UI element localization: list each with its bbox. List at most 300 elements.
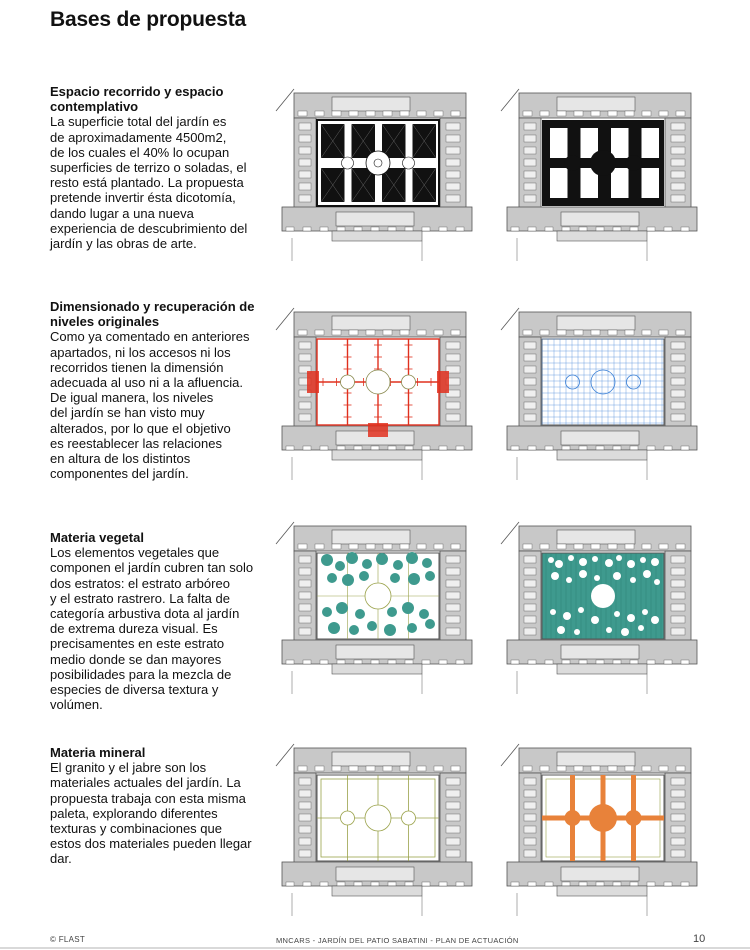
window [451, 330, 460, 335]
bottom-hall [561, 645, 639, 659]
window [422, 660, 430, 664]
white-bed [611, 128, 629, 158]
room [446, 802, 460, 809]
window [613, 882, 621, 886]
window [562, 227, 570, 231]
access-line [501, 522, 519, 544]
courtyard [542, 339, 664, 425]
window [659, 766, 668, 771]
window [659, 330, 668, 335]
section-heading: Materia mineral [50, 745, 146, 760]
window [557, 111, 566, 116]
plan-blue-grid [497, 302, 703, 482]
room [524, 159, 536, 166]
clearing [630, 577, 636, 583]
room [671, 159, 685, 166]
room [671, 814, 685, 821]
room [671, 354, 685, 361]
window [596, 882, 604, 886]
window [664, 227, 672, 231]
window [596, 227, 604, 231]
tree [407, 623, 417, 633]
window [349, 544, 358, 549]
access-line [276, 89, 294, 111]
side-fountain [342, 157, 354, 169]
room [524, 790, 536, 797]
window [528, 446, 536, 450]
room [299, 183, 311, 190]
room [671, 790, 685, 797]
window [405, 446, 413, 450]
bottom-hall [336, 645, 414, 659]
lower-block [557, 886, 647, 896]
window [320, 660, 328, 664]
window [625, 766, 634, 771]
window [545, 446, 553, 450]
room [446, 183, 460, 190]
window [557, 766, 566, 771]
window [630, 227, 638, 231]
room [446, 850, 460, 857]
window [354, 882, 362, 886]
tree [335, 561, 345, 571]
central-fountain [365, 583, 391, 609]
room [446, 354, 460, 361]
tree [422, 558, 432, 568]
window [388, 446, 396, 450]
window [608, 330, 617, 335]
tree [355, 609, 365, 619]
window [579, 446, 587, 450]
clearing [592, 556, 598, 562]
room [524, 628, 536, 635]
tree [425, 571, 435, 581]
window [298, 766, 307, 771]
room [524, 354, 536, 361]
window [315, 111, 324, 116]
room [299, 604, 311, 611]
side-fountain [402, 811, 416, 825]
room [299, 592, 311, 599]
clearing [627, 614, 635, 622]
window [303, 882, 311, 886]
clearing [548, 557, 554, 563]
clearing [651, 616, 659, 624]
side-plaza [626, 155, 642, 171]
window [286, 446, 294, 450]
section-heading: Dimensionado y recuperación de niveles originales [50, 299, 255, 330]
clearing [643, 570, 651, 578]
room [446, 628, 460, 635]
window [366, 111, 375, 116]
window [647, 660, 655, 664]
window [664, 660, 672, 664]
room [446, 342, 460, 349]
window [315, 766, 324, 771]
room [671, 390, 685, 397]
room [671, 568, 685, 575]
window [523, 544, 532, 549]
lower-block [557, 231, 647, 241]
clearing [613, 572, 621, 580]
window [303, 227, 311, 231]
access-line [276, 744, 294, 766]
room [524, 616, 536, 623]
window [681, 227, 689, 231]
access-line [276, 522, 294, 544]
window [456, 882, 464, 886]
courtyard-border [542, 339, 664, 425]
room [299, 838, 311, 845]
section-heading: Materia vegetal [50, 530, 144, 545]
window [613, 227, 621, 231]
window [383, 111, 392, 116]
window [383, 330, 392, 335]
room [524, 378, 536, 385]
side-plaza [626, 810, 642, 826]
window [676, 766, 685, 771]
tree [336, 602, 348, 614]
clearing [605, 559, 613, 567]
tree [346, 552, 358, 564]
room [446, 838, 460, 845]
top-hall [557, 530, 635, 544]
window [562, 446, 570, 450]
window [451, 766, 460, 771]
room [671, 850, 685, 857]
window [400, 766, 409, 771]
clearing [591, 616, 599, 624]
plan-drawing [497, 738, 703, 918]
window [349, 766, 358, 771]
plan-proposed-mineral [497, 738, 703, 918]
window [354, 227, 362, 231]
tree [349, 625, 359, 635]
room [299, 123, 311, 130]
clearing [579, 558, 587, 566]
window [562, 882, 570, 886]
footer [0, 933, 750, 950]
room [671, 183, 685, 190]
tree [359, 571, 369, 581]
window [545, 227, 553, 231]
window [303, 660, 311, 664]
room [524, 342, 536, 349]
courtyard [542, 120, 664, 206]
window [647, 227, 655, 231]
room [671, 402, 685, 409]
room [671, 778, 685, 785]
clearing [566, 577, 572, 583]
clearing [594, 575, 600, 581]
window [676, 544, 685, 549]
window [298, 330, 307, 335]
page-title: Bases de propuesta [50, 8, 246, 31]
bottom-hall [336, 867, 414, 881]
window [681, 446, 689, 450]
window [557, 544, 566, 549]
clearing [614, 611, 620, 617]
tree [406, 552, 418, 564]
window [388, 227, 396, 231]
window [434, 330, 443, 335]
window [540, 111, 549, 116]
window [439, 660, 447, 664]
section-recorrido [50, 84, 265, 251]
room [524, 568, 536, 575]
room [299, 159, 311, 166]
plan-drawing [272, 302, 478, 482]
window [511, 446, 519, 450]
window [625, 330, 634, 335]
room [299, 342, 311, 349]
room [671, 171, 685, 178]
page-number: 10 [693, 933, 706, 945]
window [320, 446, 328, 450]
room [524, 826, 536, 833]
tree [322, 607, 332, 617]
window [574, 766, 583, 771]
window [400, 111, 409, 116]
room [446, 402, 460, 409]
room [671, 195, 685, 202]
section-body: Los elementos vegetales que componen el jardín cubren tan solo dos estratos: el estrato arbóreo y el estrato rastrero. La falta de categoría arbustiva dota al jardín de extrema dureza visual. Es precisamentes en este estrato medio donde se dan mayores posibilidades para la mezcla de especies de diversa textura y volúmen. [50, 545, 254, 713]
room [446, 123, 460, 130]
window [511, 882, 519, 886]
window [405, 882, 413, 886]
lower-block [332, 231, 422, 241]
window [523, 111, 532, 116]
window [417, 544, 426, 549]
access-line [501, 744, 519, 766]
window [371, 446, 379, 450]
window [366, 330, 375, 335]
clearing [640, 557, 646, 563]
window [405, 227, 413, 231]
lower-block [557, 664, 647, 674]
clearing [651, 558, 659, 566]
window [332, 330, 341, 335]
room [524, 390, 536, 397]
section-body: El granito y el jabre son los materiales actuales del jardín. La propuesta trabaja con esta misma paleta, explorando diferentes texturas y combinaciones que estos dos materiales pueden llegar dar. [50, 760, 252, 867]
central-fountain [365, 805, 391, 831]
courtyard [542, 775, 664, 861]
window [659, 111, 668, 116]
tree [425, 619, 435, 629]
room [524, 414, 536, 421]
room [446, 556, 460, 563]
window [630, 882, 638, 886]
tree [419, 609, 429, 619]
window [511, 660, 519, 664]
window [383, 766, 392, 771]
window [664, 882, 672, 886]
window [574, 544, 583, 549]
tree [342, 574, 354, 586]
window [613, 660, 621, 664]
room [299, 135, 311, 142]
window [664, 446, 672, 450]
window [608, 111, 617, 116]
side-fountain [341, 375, 355, 389]
window [591, 330, 600, 335]
room [299, 802, 311, 809]
window [303, 446, 311, 450]
plan-drawing [272, 738, 478, 918]
room [524, 402, 536, 409]
room [446, 147, 460, 154]
clearing [654, 579, 660, 585]
side-plaza [565, 155, 581, 171]
room [299, 616, 311, 623]
lower-block [557, 450, 647, 460]
room [524, 778, 536, 785]
window [528, 227, 536, 231]
window [545, 660, 553, 664]
window [371, 660, 379, 664]
room [446, 616, 460, 623]
room [299, 850, 311, 857]
window [388, 882, 396, 886]
clearing [550, 609, 556, 615]
section-vegetal [50, 530, 265, 712]
tree [390, 573, 400, 583]
room [446, 790, 460, 797]
window [439, 227, 447, 231]
room [524, 135, 536, 142]
window [562, 660, 570, 664]
window [456, 660, 464, 664]
window [579, 660, 587, 664]
room [299, 556, 311, 563]
room [671, 838, 685, 845]
room [671, 147, 685, 154]
room [671, 378, 685, 385]
window [574, 330, 583, 335]
window [625, 111, 634, 116]
room [446, 414, 460, 421]
window [659, 544, 668, 549]
central-fountain [366, 151, 390, 175]
lower-block [332, 450, 422, 460]
room [671, 628, 685, 635]
window [642, 330, 651, 335]
window [354, 446, 362, 450]
room [524, 580, 536, 587]
section-mineral [50, 745, 265, 867]
clearing [551, 572, 559, 580]
clearing [621, 628, 629, 636]
plan-red-levels [272, 302, 478, 482]
room [524, 802, 536, 809]
window [366, 766, 375, 771]
window [676, 111, 685, 116]
window [540, 544, 549, 549]
window [315, 544, 324, 549]
clearing [578, 607, 584, 613]
window [383, 544, 392, 549]
window [511, 227, 519, 231]
window [681, 882, 689, 886]
clearing [638, 625, 644, 631]
access-line [501, 89, 519, 111]
tree [408, 573, 420, 585]
footer-rule [0, 947, 750, 949]
window [417, 766, 426, 771]
window [625, 544, 634, 549]
courtyard [317, 552, 439, 639]
window [439, 882, 447, 886]
window [434, 544, 443, 549]
section-heading: Espacio recorrido y espacio contemplativo [50, 84, 224, 115]
room [446, 592, 460, 599]
window [630, 446, 638, 450]
window [608, 766, 617, 771]
window [315, 330, 324, 335]
clearing [606, 627, 612, 633]
room [524, 366, 536, 373]
courtyard [317, 775, 439, 861]
clearing [555, 560, 563, 568]
window [417, 330, 426, 335]
room [299, 790, 311, 797]
room [299, 580, 311, 587]
room [524, 147, 536, 154]
room [671, 123, 685, 130]
room [671, 135, 685, 142]
footer-project: MNCARS - JARDÍN DEL PATIO SABATINI - PLAN DE ACTUACIÓN [276, 936, 519, 945]
tree [321, 554, 333, 566]
section-body: Como ya comentado en anteriores apartados, ni los accesos ni los recorridos tienen la dimensión adecuada al uso ni a la afluencia. De igual manera, los niveles del jardín se han visto muy alterados, por lo que el objetivo es reestablecer las relaciones en altura de los distintos componentes del jardín. [50, 329, 250, 482]
room [671, 580, 685, 587]
access-line [501, 308, 519, 330]
window [298, 111, 307, 116]
window [371, 882, 379, 886]
window [528, 660, 536, 664]
tree [362, 559, 372, 569]
plan-drawing [272, 516, 478, 696]
window [422, 446, 430, 450]
room [299, 814, 311, 821]
top-hall [557, 752, 635, 766]
tree [393, 560, 403, 570]
section-body: La superficie total del jardín es de aproximadamente 4500m2, de los cuales el 40% lo ocupan superficies de terrizo o soladas, el resto está plantado. La propuesta pretende invertir ésta dicotomía, dando lugar a una nueva experiencia de descubrimiento del jardín y las obras de arte. [50, 114, 248, 252]
tree [328, 622, 340, 634]
room [446, 171, 460, 178]
plan-current-paths [272, 83, 478, 263]
top-hall [332, 316, 410, 330]
window [286, 882, 294, 886]
room [446, 568, 460, 575]
window [337, 882, 345, 886]
window [647, 446, 655, 450]
bottom-hall [561, 431, 639, 445]
side-fountain [403, 157, 415, 169]
white-bed [550, 128, 568, 158]
room [299, 628, 311, 635]
window [298, 544, 307, 549]
courtyard [307, 339, 449, 437]
access-stair [368, 423, 388, 437]
bottom-hall [561, 212, 639, 226]
room [446, 580, 460, 587]
room [671, 556, 685, 563]
window [557, 330, 566, 335]
room [524, 183, 536, 190]
white-bed [611, 168, 629, 198]
window [591, 111, 600, 116]
plan-current-vegetation [272, 516, 478, 696]
